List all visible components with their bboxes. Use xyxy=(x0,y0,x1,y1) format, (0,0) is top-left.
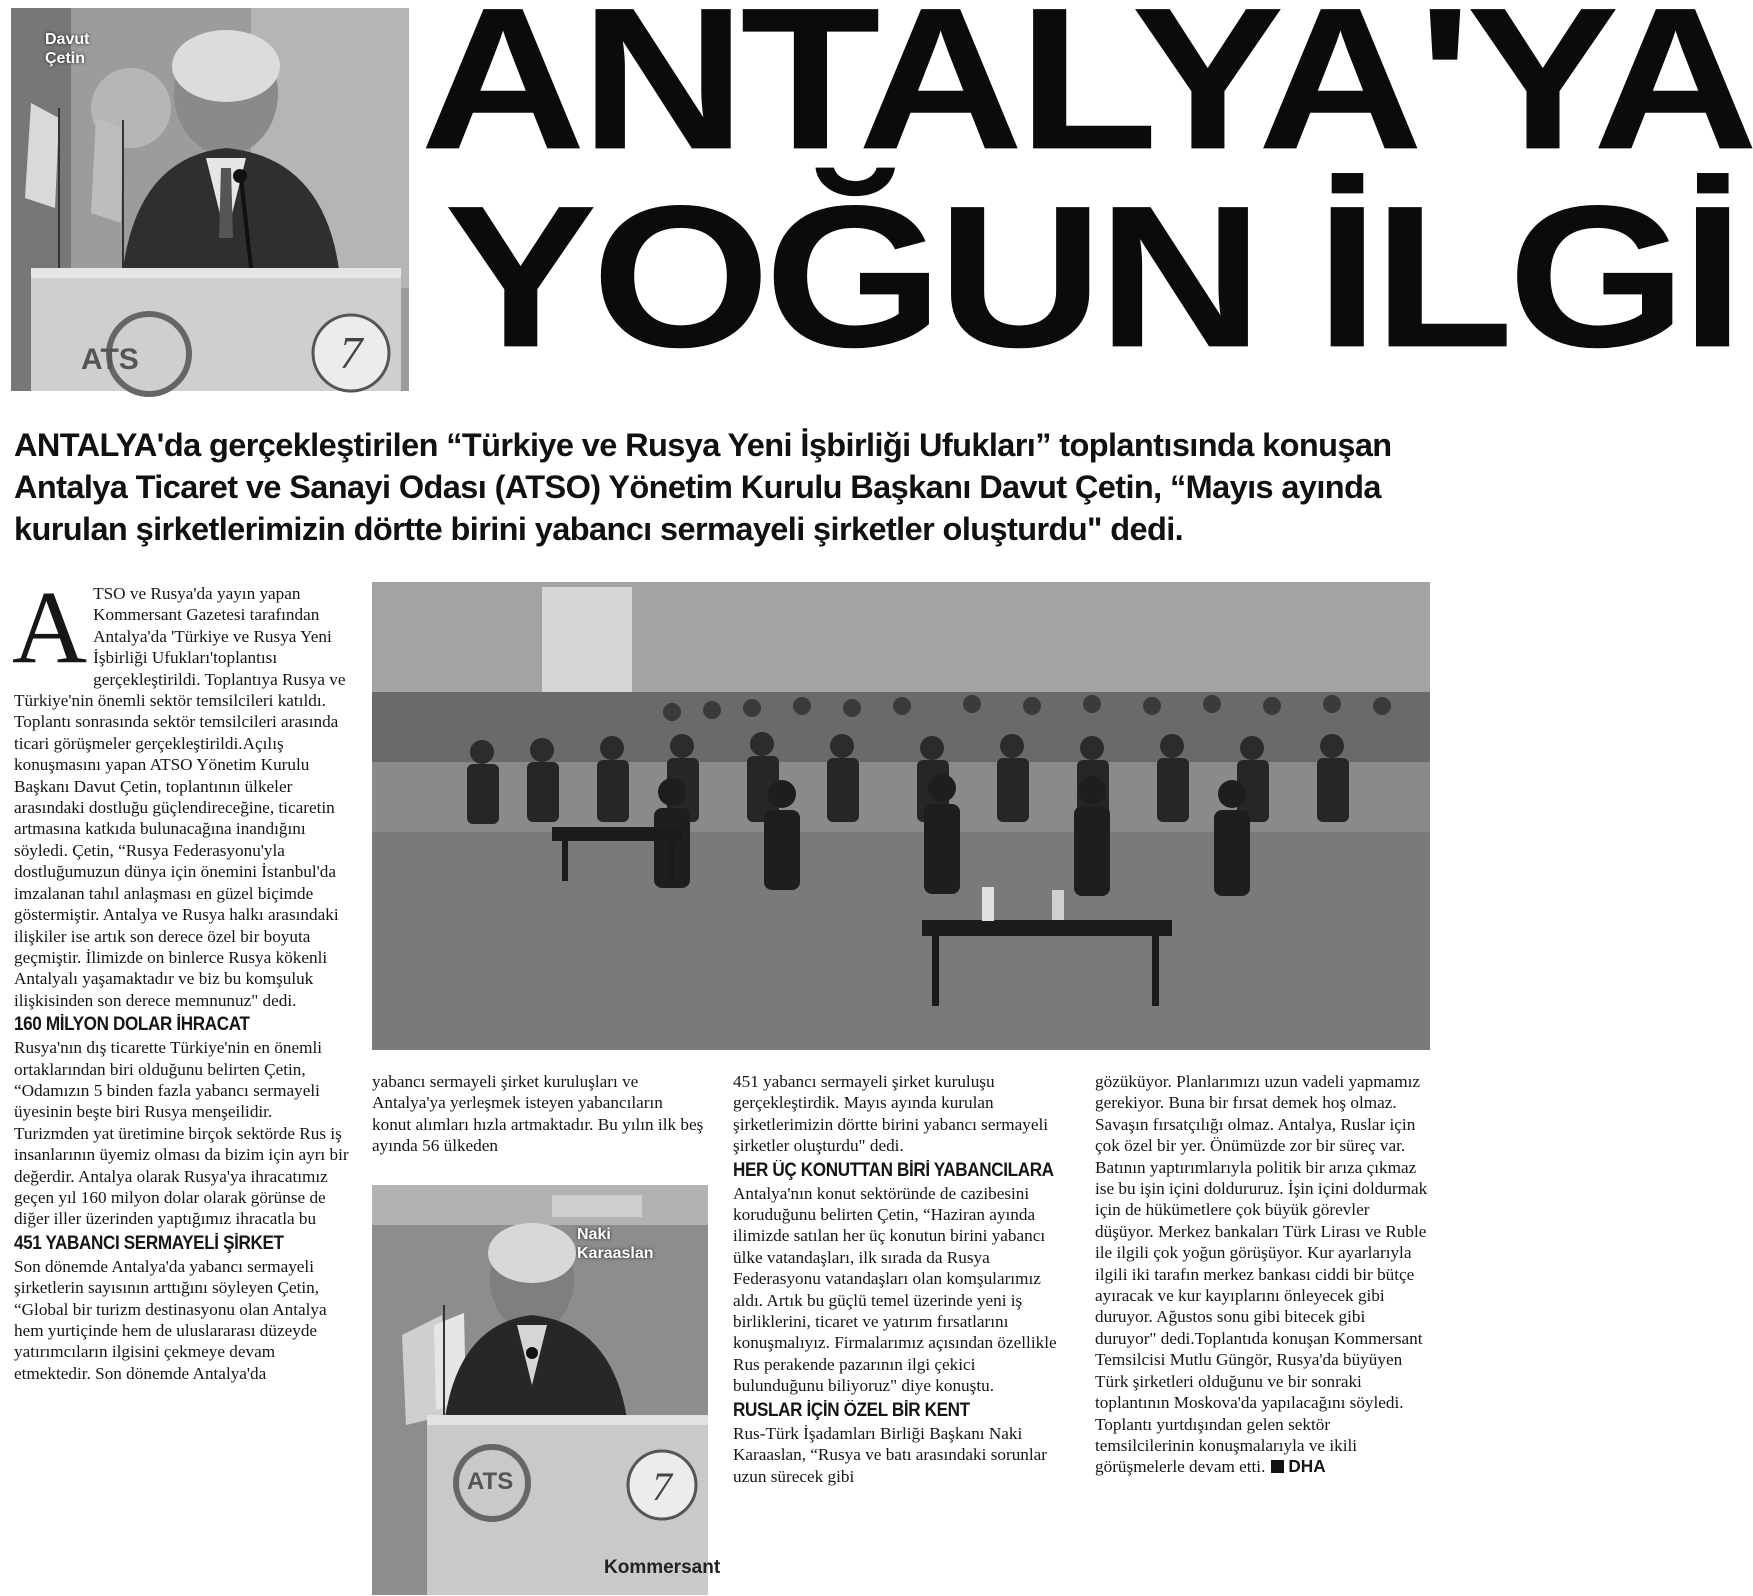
body-paragraph: Antalya'nın konut sektöründe de cazibesini koruduğunu belirten Çetin, “Haziran ayında ilimizde satılan her üç konutun birini yabancı ülke vatandaşları, ilk sırada da Rusya Federasyonu vatandaşları olan komşularımız aldı. Artık bu güçlü temel üzerinde yeni iş birliklerini, ticaret ve yatırım fırsatlarını konuşmalıyız. Firmalarımız açısından özellikle Rus perakende pazarının ilgi çekici bulunduğunu biliyoruz" diye konuştu. xyxy=(733,1183,1057,1396)
podium-logo-text: ATS xyxy=(81,343,139,376)
podium-brand-text: Kommersant xyxy=(604,1557,721,1578)
speaker-illustration xyxy=(372,1185,708,1595)
svg-text:7: 7 xyxy=(339,327,363,378)
body-paragraph: Rus-Türk İşadamları Birliği Başkanı Naki Karaaslan, “Rusya ve batı arasındaki sorunlar uzun sürecek gibi xyxy=(733,1423,1048,1486)
svg-text:7: 7 xyxy=(652,1464,672,1509)
end-mark-icon xyxy=(1271,1460,1284,1473)
audience-illustration xyxy=(372,582,1430,1050)
caption-line: Karaaslan xyxy=(577,1245,654,1262)
subheading-housing: HER ÜÇ KONUTTAN BİRİ YABANCILARA xyxy=(733,1159,1054,1181)
caption-line: Naki xyxy=(577,1226,611,1243)
article-column-4 xyxy=(1095,1071,1430,1478)
body-paragraph: Rusya'nın dış ticarette Türkiye'nin en önemli ortaklarından biri olduğunu belirten Çetin, “Odamızın 5 binden fazla yabancı sermayeli üyesinin beşte biri Rusya menşeilidir. Turizmden yat üretimine birçok sektörde Rus iş insanlarının üyemiz olması da bizim için ayrı bir değerdir. Antalya olarak Rusya'ya ihracatımız geçen yıl 160 milyon dolar olarak görünse de diğer iller üzerinden yaptığımız ihracatla bu xyxy=(14,1038,349,1229)
headline-line-1: ANTALYA'YA xyxy=(420,0,1753,192)
drop-cap: A xyxy=(12,570,88,685)
podium-logo-text: ATS xyxy=(467,1468,514,1495)
body-paragraph: Son dönemde Antalya'da yabancı sermayeli şirketlerin sayısının arttığını söyleyen Çetin, “Global bir turizm destinasyonu olan Antalya hem yurtiçinde hem de uluslararası düzeyde yatırımcıların ilgisini çekmeye devam etmektedir. Son dönemde Antalya'da xyxy=(14,1256,327,1383)
caption-line: Davut xyxy=(45,31,90,48)
body-paragraph: yabancı sermayeli şirket kuruluşları ve Antalya'ya yerleşmek isteyen yabancıların konut alımları hızla artmaktadır. Bu yılın ilk beş ayında 56 ülkeden xyxy=(372,1072,704,1156)
subheading-foreign-companies: 451 YABANCI SERMAYELİ ŞİRKET xyxy=(14,1232,284,1254)
subheading-special-city: RUSLAR İÇİN ÖZEL BİR KENT xyxy=(733,1399,970,1421)
photo-caption-davut xyxy=(45,30,89,68)
article-column-1 xyxy=(12,570,351,1384)
article-column-3 xyxy=(733,1071,1063,1487)
lead-paragraph: ANTALYA'da gerçekleştirilen “Türkiye ve Rusya Yeni İşbirliği Ufukları” toplantısında konuşan Antalya Ticaret ve Sanayi Odası (ATSO) Yönetim Kurulu Başkanı Davut Çetin, “Mayıs ayında kurulan şirketlerimizin dörtte birini yabancı sermayeli şirketler oluşturdu" dedi. xyxy=(14,427,1392,547)
article-column-2 xyxy=(372,1071,706,1157)
body-paragraph: TSO ve Rusya'da yayın yapan Kommersant Gazetesi tarafından Antalya'da 'Türkiye ve Rusya Yeni İşbirliği Ufukları'toplantısı gerçekleştirildi. Toplantıya Rusya ve Türkiye'nin önemli sektör temsilcileri katıldı. Toplantı sonrasında sektör temsilcileri arasında ticari görüşmeler gerçekleştirildi.Açılış konuşmasını yapan ATSO Yönetim Kurulu Başkanı Davut Çetin, toplantının ülkeler arasındaki dostluğu güçlendireceğine, ticaretin artmasına katkıda bulunacağına inandığını söyledi. Çetin, “Rusya Federasyonu'yla dostluğumuzun dünya için önemini İstanbul'da imzalanan tahıl anlaşması en güzel biçimde göstermiştir. Antalya ve Rusya halkı arasındaki ilişkiler ise artık son derece özel bir boyuta geçmiştir. İlimizde on binlerce Rusya kökenli Antalyalı yaşamaktadır ve biz bu komşuluk ilişkisinden son derece memnunuz" dedi. xyxy=(14,584,346,1010)
body-paragraph: 451 yabancı sermayeli şirket kuruluşu gerçekleştirdik. Mayıs ayında kurulan şirketlerimizin dörtte birini yabancı sermayeli şirketler oluşturdu" dedi. xyxy=(733,1072,1048,1156)
body-paragraph: gözüküyor. Planlarımızı uzun vadeli yapmamız gerekiyor. Buna bir fırsat demek hoş olmaz. Savaşın fırsatçılığı olmaz. Antalya, Ruslar için çok özel bir yer. Önümüzde zor bir süreç var. Batının yaptırımlarıyla politik bir arıza çıkmaz ise bu işin içini doldururuz. İşin içini doldurmak için de hükümetlere çok büyük görevler düşüyor. Merkez bankaları Türk Lirası ve Ruble ile ilgili çok yoğun görüşüyor. Kur ayarlarıyla ilgili iki tarafın merkez bankası ciddi bir bütçe ayıracak ve kur kayıplarını önleyecek gibi duruyor. Ağustos sonu gibi bitecek gibi duruyor" dedi.Toplantıda konuşan Kommersant Temsilcisi Mutlu Güngör, Rusya'da büyüyen Türk şirketleri olduğunu ve bir sonraki toplantının Moskova'da yapılacağını söyledi. Toplantı yurtdışından gelen sektör temsilcilerinin konuşmalarıyla ve ikili görüşmelerle devam etti. xyxy=(1095,1072,1428,1477)
davut-cetin-photo xyxy=(11,8,409,391)
headline-line-2: YOĞUN İLGİ xyxy=(444,163,1739,390)
caption-line: Çetin xyxy=(45,50,85,67)
conference-audience-photo xyxy=(372,582,1430,1050)
subheading-export: 160 MİLYON DOLAR İHRACAT xyxy=(14,1014,250,1036)
naki-karaaslan-photo xyxy=(372,1185,721,1595)
photo-caption-naki xyxy=(577,1225,654,1263)
agency-signature: DHA xyxy=(1288,1456,1326,1477)
